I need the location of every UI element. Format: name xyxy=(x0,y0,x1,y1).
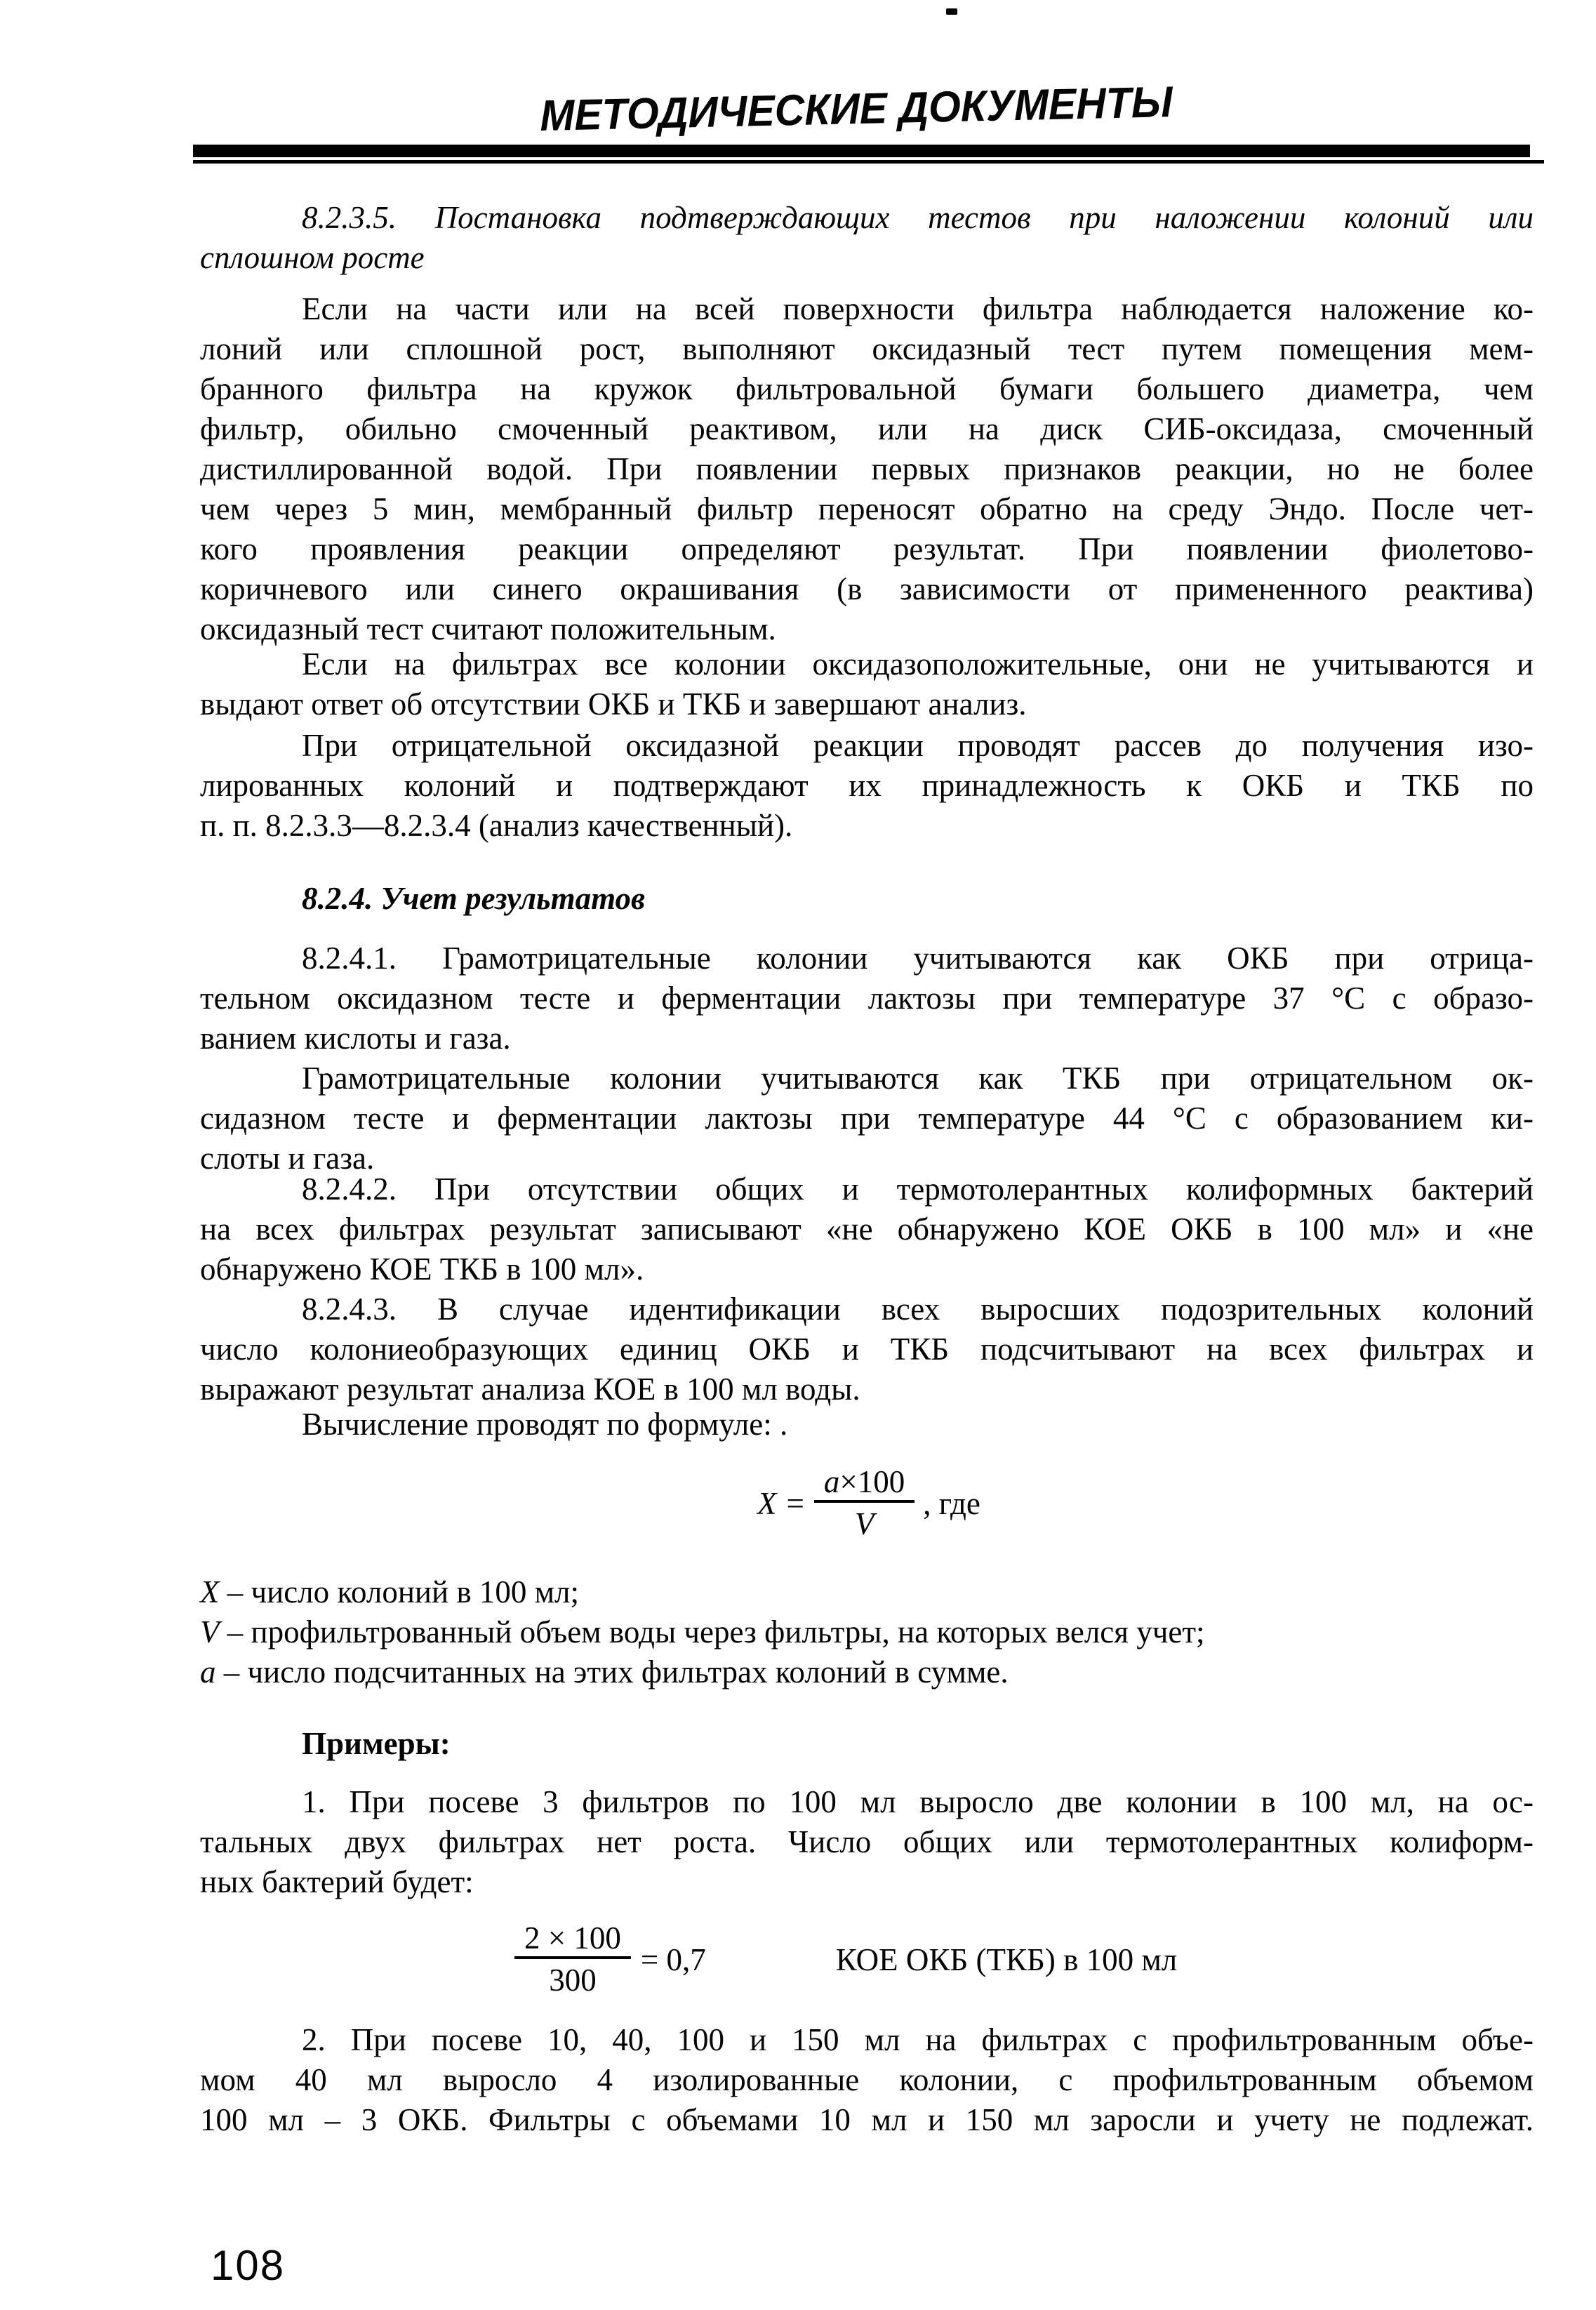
fraction xyxy=(814,1463,915,1544)
text-line: 8.2.4.2. При отсутствии общих и термотолерантных колиформных бактерий xyxy=(302,1171,1534,1207)
header-rule-thick xyxy=(193,145,1530,157)
text-line: 8.2.4.3. В случае идентификации всех выросших подозрительных колоний xyxy=(302,1292,1534,1327)
text-line xyxy=(200,1612,1534,1652)
text-line: на всех фильтрах результат записывают «не обнаружено КОЕ ОКБ в 100 мл» и «не xyxy=(200,1212,1534,1247)
examples-label xyxy=(200,1724,1534,1764)
text-line: При отрицательной оксидазной реакции проводят рассев до получения изо- xyxy=(302,728,1534,763)
section-heading-8-2-4 xyxy=(200,879,1534,919)
paragraph-example-1 xyxy=(200,1782,1534,1902)
fraction-numerator xyxy=(814,1463,915,1500)
text-line: чем через 5 мин, мембранный фильтр переносят обратно на среду Эндо. После чет- xyxy=(200,491,1534,526)
text-line: 100 мл – 3 ОКБ. Фильтры с объемами 10 мл и 150 мл заросли и учету не подлежат. xyxy=(200,2102,1534,2137)
paragraph-formula-intro xyxy=(200,1405,1534,1445)
scan-artifact-dash xyxy=(946,8,957,15)
definition-variable: X xyxy=(200,1574,220,1609)
header-rule-thin xyxy=(193,160,1544,164)
fraction-denominator: 300 xyxy=(514,1956,631,2000)
paragraph-oxidase-positive xyxy=(200,644,1534,724)
text-line: ных бактерий будет: xyxy=(200,1864,474,1899)
formula-tail: , где xyxy=(923,1485,980,1521)
text-line: выражают результат анализа КОЕ в 100 мл воды. xyxy=(200,1372,860,1407)
text-line: 8.2.3.5. Постановка подтверждающих тестов при наложении колоний или xyxy=(302,200,1534,235)
text-line: тальных двух фильтрах нет роста. Число общих или термотолерантных колиформ- xyxy=(200,1824,1534,1859)
page-number: 108 xyxy=(211,2242,286,2289)
text-line: выдают ответ об отсутствии ОКБ и ТКБ и завершают анализ. xyxy=(200,686,1027,722)
text-line: оксидазный тест считают положительным. xyxy=(200,611,776,646)
formula-x-equals xyxy=(757,1463,1249,1544)
text-line: Грамотрицательные колонии учитываются как ТКБ при отрицательном ок- xyxy=(302,1061,1534,1096)
text-line: тельном оксидазном тесте и ферментации лактозы при температуре 37 °С с образо- xyxy=(200,981,1534,1016)
text-line: Примеры: xyxy=(302,1726,451,1761)
text-line: число колониеобразующих единиц ОКБ и ТКБ подсчитывают на всех фильтрах и xyxy=(200,1332,1534,1367)
text-line: Вычисление проводят по формуле: . xyxy=(302,1407,788,1442)
text-line: кого проявления реакции определяют результат. При появлении фиолетово- xyxy=(200,531,1534,566)
text-line: сидазном тесте и ферментации лактозы при температуре 44 °С с образованием ки- xyxy=(200,1101,1534,1136)
fraction-denominator: V xyxy=(814,1500,915,1544)
text-line: Если на фильтрах все колонии оксидазоположительные, они не учитываются и xyxy=(302,646,1534,682)
definition-text: – профильтрованный объем воды через фильтры, на которых велся учет; xyxy=(219,1614,1205,1649)
text-line: дистиллированной водой. При появлении первых признаков реакции, но не более xyxy=(200,451,1534,486)
fraction xyxy=(514,1920,631,2000)
numerator-rest: ×100 xyxy=(839,1464,905,1499)
text-line: 2. При посеве 10, 40, 100 и 150 мл на фильтрах с профильтрованным объе- xyxy=(302,2022,1534,2057)
definition-text: – число подсчитанных на этих фильтрах колоний в сумме. xyxy=(215,1654,1009,1690)
text-line: 8.2.4.1. Грамотрицательные колонии учитываются как ОКБ при отрица- xyxy=(302,941,1534,976)
text-line: обнаружено КОЕ ТКБ в 100 мл». xyxy=(200,1252,644,1287)
text-line: п. п. 8.2.3.3—8.2.3.4 (анализ качественный). xyxy=(200,808,793,843)
formula-example-1 xyxy=(514,1920,1497,2000)
equals-sign: = xyxy=(786,1485,804,1521)
section-heading-8-2-3-5 xyxy=(200,198,1534,278)
text-line: бранного фильтра на кружок фильтровальной бумаги большего диаметра, чем xyxy=(200,371,1534,406)
text-line: ванием кислоты и газа. xyxy=(200,1021,511,1056)
formula-result-label: КОЕ ОКБ (ТКБ) в 100 мл xyxy=(835,1941,1178,1977)
text-line: сплошном росте xyxy=(200,240,425,275)
formula-variable-a: a xyxy=(823,1464,840,1499)
definition-variable: a xyxy=(200,1654,216,1690)
paragraph-8-2-4-3 xyxy=(200,1289,1534,1409)
text-line: фильтр, обильно смоченный реактивом, или на диск СИБ-оксидаза, смоченный xyxy=(200,411,1534,446)
definition-text: – число колоний в 100 мл; xyxy=(219,1574,580,1609)
text-line xyxy=(200,1652,1534,1692)
text-line: 8.2.4. Учет результатов xyxy=(302,881,646,916)
text-line: лоний или сплошной рост, выполняют оксидазный тест путем помещения мем- xyxy=(200,331,1534,366)
formula-variable-x: X xyxy=(757,1485,777,1521)
text-line: слоты и газа. xyxy=(200,1141,375,1176)
variable-definitions xyxy=(200,1572,1534,1692)
definition-variable: V xyxy=(200,1614,220,1649)
paragraph-oxidase-test xyxy=(200,289,1534,649)
fraction-numerator: 2 × 100 xyxy=(524,1920,621,1956)
text-line xyxy=(200,1572,1534,1612)
text-line: лированных колоний и подтверждают их принадлежность к ОКБ и ТКБ по xyxy=(200,768,1534,803)
paragraph-8-2-4-2 xyxy=(200,1169,1534,1289)
text-line: 1. При посеве 3 фильтров по 100 мл выросло две колонии в 100 мл, на ос- xyxy=(302,1784,1534,1819)
page-title: МЕТОДИЧЕСКИЕ ДОКУМЕНТЫ xyxy=(539,78,1173,141)
paragraph-oxidase-negative xyxy=(200,726,1534,846)
paragraph-8-2-4-1 xyxy=(200,938,1534,1058)
text-line: мом 40 мл выросло 4 изолированные колонии, с профильтрованным объемом xyxy=(200,2062,1534,2097)
equals-result: = 0,7 xyxy=(640,1941,706,1977)
paragraph-example-2 xyxy=(200,2020,1534,2140)
paragraph-tkb-criteria xyxy=(200,1058,1534,1179)
text-line: коричневого или синего окрашивания (в зависимости от примененного реактива) xyxy=(200,571,1534,606)
text-line: Если на части или на всей поверхности фильтра наблюдается наложение ко- xyxy=(302,291,1534,326)
